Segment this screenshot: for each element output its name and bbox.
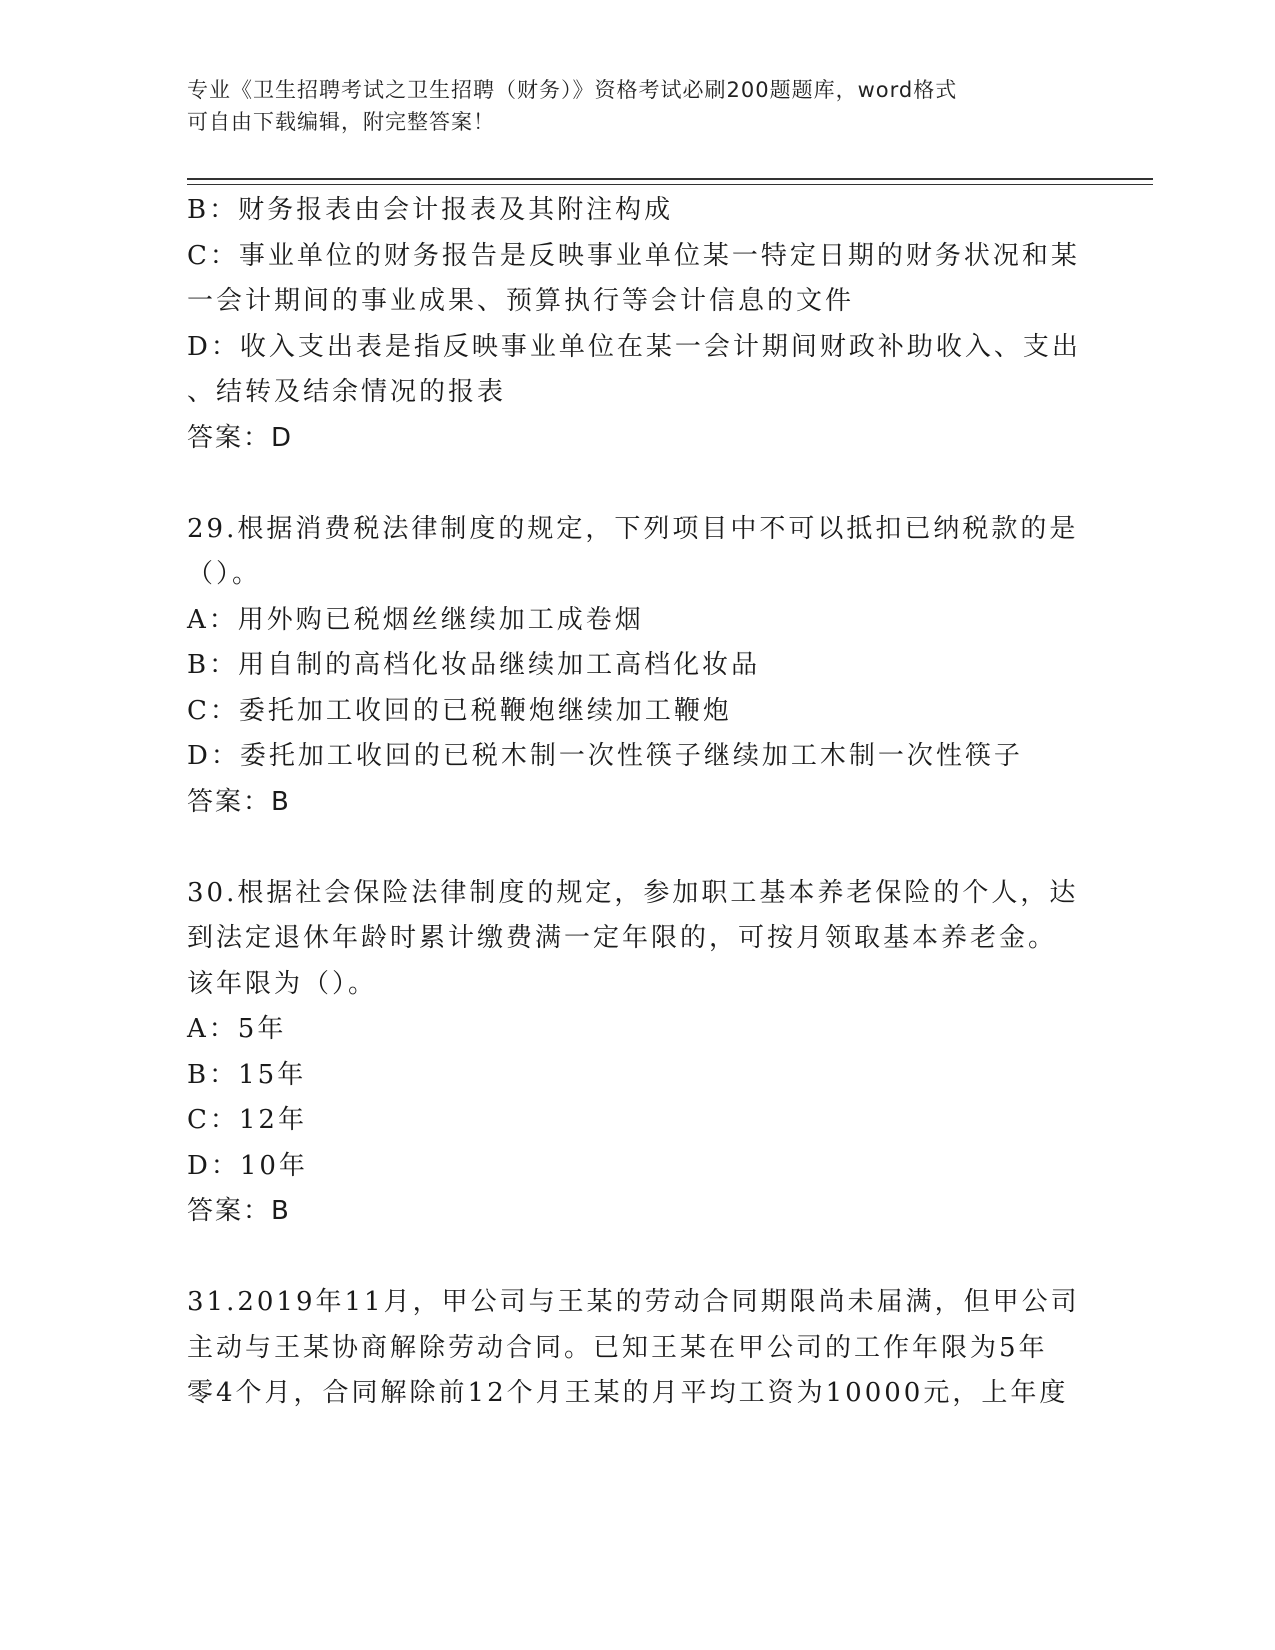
q28-option-d-line-1: D：收入支出表是指反映事业单位在某一会计期间财政补助收入、支出 — [187, 331, 1081, 362]
q28-option-d-line-2: 、结转及结余情况的报表 — [187, 377, 507, 407]
q30-question-line-1: 30.根据社会保险法律制度的规定，参加职工基本养老保险的个人，达 — [187, 877, 1079, 908]
q29-question-line-2: （）。 — [187, 559, 262, 589]
question-30-block — [187, 871, 1077, 1235]
question-29-block — [187, 507, 1077, 826]
q29-option-c: C：委托加工收回的已税鞭炮继续加工鞭炮 — [187, 695, 732, 726]
q28-option-b: B：财务报表由会计报表及其附注构成 — [187, 195, 674, 225]
q31-question-line-2: 主动与王某协商解除劳动合同。已知王某在甲公司的工作年限为5年 — [187, 1332, 1048, 1363]
q30-option-c: C：12年 — [187, 1105, 307, 1135]
q29-option-a: A：用外购已税烟丝继续加工成卷烟 — [187, 604, 644, 635]
q29-option-b: B：用自制的高档化妆品继续加工高档化妆品 — [187, 650, 761, 680]
header-divider-thick — [187, 178, 1153, 180]
q28-option-c-line-1: C：事业单位的财务报告是反映事业单位某一特定日期的财务状况和某 — [187, 240, 1080, 271]
header-line-1: 专业《卫生招聘考试之卫生招聘（财务）》资格考试必刷200题题库，word格式 — [187, 78, 958, 102]
q30-option-b: B：15年 — [187, 1059, 307, 1090]
q31-question-line-1: 31.2019年11月，甲公司与王某的劳动合同期限尚未届满，但甲公司 — [187, 1287, 1080, 1317]
document-header — [187, 74, 1067, 138]
spacer — [187, 1235, 1077, 1281]
question-31-block — [187, 1280, 1080, 1417]
q30-option-a: A：5年 — [187, 1014, 287, 1044]
q29-option-d: D：委托加工收回的已税木制一次性筷子继续加工木制一次性筷子 — [187, 741, 1023, 771]
spacer — [187, 825, 1077, 871]
document-body — [187, 188, 1081, 1417]
q28-option-c-line-2: 一会计期间的事业成果、预算执行等会计信息的文件 — [187, 286, 855, 316]
q28-answer: 答案：D — [187, 422, 294, 453]
header-divider-thin — [187, 184, 1153, 185]
question-28-block — [187, 188, 1081, 461]
q31-question-line-3: 零4个月，合同解除前12个月王某的月平均工资为10000元，上年度 — [187, 1378, 1069, 1408]
q29-answer: 答案：B — [187, 786, 291, 817]
q30-option-d: D：10年 — [187, 1150, 308, 1181]
q30-question-line-2: 到法定退休年龄时累计缴费满一定年限的，可按月领取基本养老金。 — [187, 923, 1058, 953]
q30-answer: 答案：B — [187, 1196, 291, 1226]
q30-question-line-3: 该年限为（）。 — [187, 968, 378, 999]
spacer — [187, 461, 1077, 507]
header-line-2: 可自由下载编辑，附完整答案！ — [187, 110, 495, 134]
q29-question-line-1: 29.根据消费税法律制度的规定，下列项目中不可以抵扣已纳税款的是 — [187, 513, 1079, 544]
